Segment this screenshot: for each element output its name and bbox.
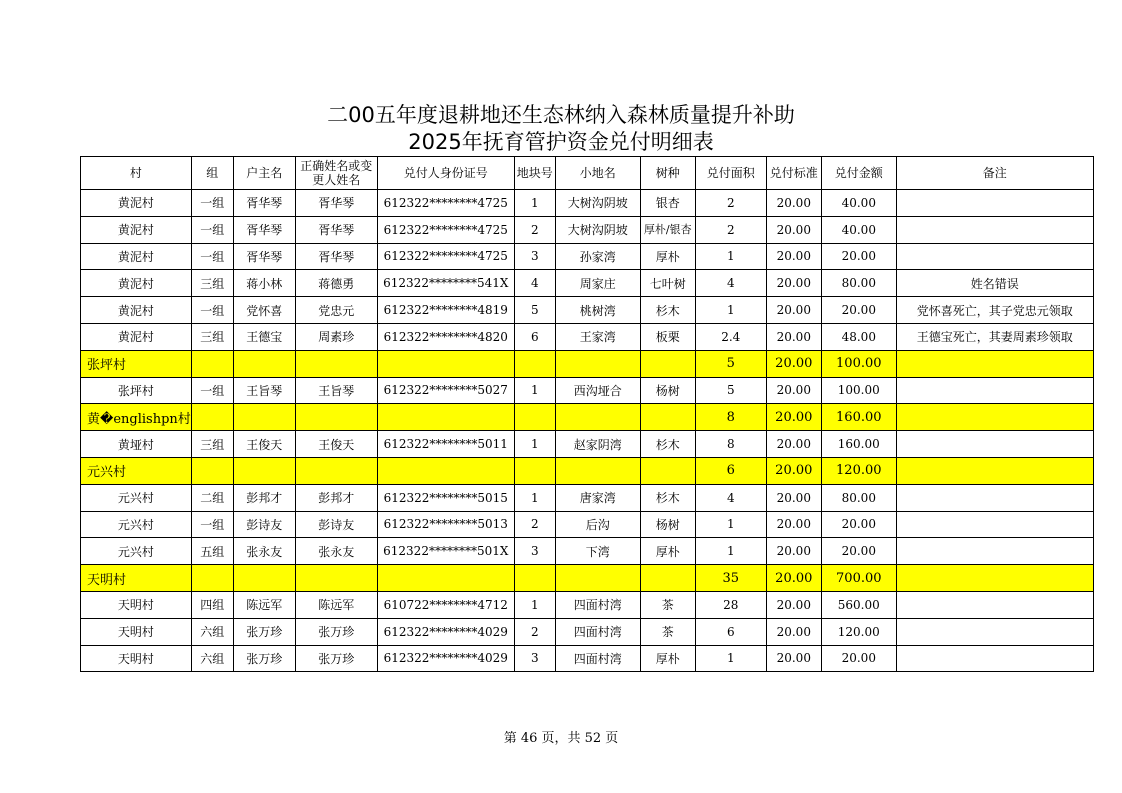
header-standard: 兑付标准 xyxy=(766,157,821,190)
cell-tree-species: 银杏 xyxy=(640,190,695,217)
cell-remark: 王德宝死亡，其妻周素珍领取 xyxy=(896,323,1093,350)
cell-householder xyxy=(233,457,295,484)
cell-id-number: 612322********4029 xyxy=(377,645,514,672)
cell-householder: 彭诗友 xyxy=(233,511,295,538)
cell-remark xyxy=(896,645,1093,672)
cell-village: 天明村 xyxy=(81,645,192,672)
cell-tree-species: 板栗 xyxy=(640,323,695,350)
cell-amount: 20.00 xyxy=(821,645,896,672)
cell-householder xyxy=(233,404,295,431)
table-row xyxy=(81,618,1094,645)
cell-area: 8 xyxy=(695,431,766,458)
header-plot-no: 地块号 xyxy=(514,157,555,190)
cell-remark xyxy=(896,618,1093,645)
cell-standard: 20.00 xyxy=(766,511,821,538)
cell-area: 28 xyxy=(695,591,766,618)
cell-tree-species xyxy=(640,565,695,592)
cell-village: 张坪村 xyxy=(81,350,192,377)
village-subtotal-row xyxy=(81,404,1094,431)
cell-group xyxy=(191,350,233,377)
cell-householder: 胥华琴 xyxy=(233,216,295,243)
cell-amount: 80.00 xyxy=(821,484,896,511)
cell-amount: 20.00 xyxy=(821,243,896,270)
cell-plot-no xyxy=(514,457,555,484)
table-row xyxy=(81,431,1094,458)
cell-amount: 20.00 xyxy=(821,297,896,324)
cell-amount: 160.00 xyxy=(821,404,896,431)
table-row xyxy=(81,484,1094,511)
cell-correct-name xyxy=(295,565,377,592)
cell-tree-species: 茶 xyxy=(640,591,695,618)
cell-correct-name: 蒋德勇 xyxy=(295,270,377,297)
cell-group: 一组 xyxy=(191,216,233,243)
payment-table xyxy=(80,156,1094,672)
cell-place-name: 四面村湾 xyxy=(555,645,640,672)
cell-tree-species: 杨树 xyxy=(640,511,695,538)
cell-area: 5 xyxy=(695,350,766,377)
cell-village: 天明村 xyxy=(81,591,192,618)
cell-tree-species: 杉木 xyxy=(640,431,695,458)
cell-correct-name: 张万珍 xyxy=(295,618,377,645)
page-title-line1: 二00五年度退耕地还生态林纳入森林质量提升补助 xyxy=(327,103,795,127)
cell-village: 黄泥村 xyxy=(81,297,192,324)
header-place-name: 小地名 xyxy=(555,157,640,190)
cell-amount: 40.00 xyxy=(821,190,896,217)
cell-standard: 20.00 xyxy=(766,618,821,645)
cell-plot-no: 1 xyxy=(514,190,555,217)
cell-id-number: 612322********4725 xyxy=(377,190,514,217)
header-id-number: 兑付人身份证号 xyxy=(377,157,514,190)
cell-tree-species: 茶 xyxy=(640,618,695,645)
cell-plot-no: 5 xyxy=(514,297,555,324)
cell-standard: 20.00 xyxy=(766,216,821,243)
cell-place-name: 赵家阴湾 xyxy=(555,431,640,458)
cell-group: 一组 xyxy=(191,511,233,538)
cell-plot-no: 1 xyxy=(514,591,555,618)
cell-remark xyxy=(896,538,1093,565)
cell-id-number: 612322********5027 xyxy=(377,377,514,404)
table-row xyxy=(81,216,1094,243)
cell-village: 黄泥村 xyxy=(81,323,192,350)
cell-standard: 20.00 xyxy=(766,591,821,618)
table-row xyxy=(81,377,1094,404)
cell-area: 1 xyxy=(695,297,766,324)
cell-amount: 20.00 xyxy=(821,538,896,565)
cell-place-name: 四面村湾 xyxy=(555,591,640,618)
cell-id-number: 612322********4820 xyxy=(377,323,514,350)
cell-plot-no: 3 xyxy=(514,645,555,672)
cell-id-number xyxy=(377,404,514,431)
cell-village: 天明村 xyxy=(81,618,192,645)
cell-standard: 20.00 xyxy=(766,377,821,404)
cell-remark xyxy=(896,565,1093,592)
cell-area: 4 xyxy=(695,270,766,297)
cell-group xyxy=(191,404,233,431)
cell-householder xyxy=(233,565,295,592)
village-subtotal-row xyxy=(81,350,1094,377)
cell-standard: 20.00 xyxy=(766,431,821,458)
cell-area: 1 xyxy=(695,243,766,270)
cell-id-number xyxy=(377,457,514,484)
cell-standard: 20.00 xyxy=(766,190,821,217)
header-area: 兑付面积 xyxy=(695,157,766,190)
cell-area: 4 xyxy=(695,484,766,511)
village-subtotal-row xyxy=(81,565,1094,592)
cell-householder: 党怀喜 xyxy=(233,297,295,324)
cell-householder xyxy=(233,350,295,377)
cell-remark xyxy=(896,591,1093,618)
cell-plot-no: 3 xyxy=(514,538,555,565)
cell-village: 元兴村 xyxy=(81,484,192,511)
cell-plot-no xyxy=(514,350,555,377)
header-amount: 兑付金额 xyxy=(821,157,896,190)
cell-correct-name xyxy=(295,457,377,484)
cell-remark xyxy=(896,216,1093,243)
cell-place-name: 桃树湾 xyxy=(555,297,640,324)
cell-area: 6 xyxy=(695,618,766,645)
cell-village: 黄泥村 xyxy=(81,243,192,270)
cell-place-name: 后沟 xyxy=(555,511,640,538)
cell-id-number: 612322********541X xyxy=(377,270,514,297)
cell-householder: 彭邦才 xyxy=(233,484,295,511)
cell-id-number: 612322********5011 xyxy=(377,431,514,458)
cell-plot-no: 1 xyxy=(514,431,555,458)
cell-place-name: 下湾 xyxy=(555,538,640,565)
cell-standard: 20.00 xyxy=(766,323,821,350)
cell-village: 元兴村 xyxy=(81,457,192,484)
cell-remark xyxy=(896,377,1093,404)
cell-tree-species: 七叶树 xyxy=(640,270,695,297)
cell-group: 六组 xyxy=(191,618,233,645)
cell-area: 5 xyxy=(695,377,766,404)
village-subtotal-row xyxy=(81,457,1094,484)
cell-area: 2.4 xyxy=(695,323,766,350)
table-row xyxy=(81,270,1094,297)
cell-householder: 王德宝 xyxy=(233,323,295,350)
cell-plot-no: 1 xyxy=(514,484,555,511)
header-householder: 户主名 xyxy=(233,157,295,190)
cell-group: 三组 xyxy=(191,323,233,350)
cell-plot-no: 2 xyxy=(514,511,555,538)
cell-remark xyxy=(896,457,1093,484)
cell-group: 一组 xyxy=(191,243,233,270)
cell-tree-species: 杨树 xyxy=(640,377,695,404)
cell-householder: 胥华琴 xyxy=(233,190,295,217)
cell-group: 三组 xyxy=(191,431,233,458)
cell-group: 二组 xyxy=(191,484,233,511)
cell-tree-species: 杉木 xyxy=(640,297,695,324)
cell-tree-species: 杉木 xyxy=(640,484,695,511)
cell-place-name xyxy=(555,565,640,592)
cell-correct-name: 周素珍 xyxy=(295,323,377,350)
cell-area: 1 xyxy=(695,645,766,672)
cell-place-name: 唐家湾 xyxy=(555,484,640,511)
cell-amount: 100.00 xyxy=(821,377,896,404)
cell-standard: 20.00 xyxy=(766,243,821,270)
cell-remark xyxy=(896,431,1093,458)
cell-correct-name: 王俊天 xyxy=(295,431,377,458)
cell-area: 1 xyxy=(695,511,766,538)
header-village: 村 xyxy=(81,157,192,190)
cell-correct-name: 党忠元 xyxy=(295,297,377,324)
cell-group xyxy=(191,457,233,484)
table-row xyxy=(81,243,1094,270)
cell-householder: 王俊天 xyxy=(233,431,295,458)
header-correct-name: 正确姓名或变更人姓名 xyxy=(295,157,377,190)
cell-householder: 王旨琴 xyxy=(233,377,295,404)
cell-village: 黄垭村 xyxy=(81,431,192,458)
cell-correct-name: 张万珍 xyxy=(295,645,377,672)
cell-id-number: 612322********4725 xyxy=(377,243,514,270)
cell-correct-name: 彭邦才 xyxy=(295,484,377,511)
cell-group: 一组 xyxy=(191,190,233,217)
cell-householder: 陈远军 xyxy=(233,591,295,618)
cell-standard: 20.00 xyxy=(766,270,821,297)
cell-area: 1 xyxy=(695,538,766,565)
cell-area: 6 xyxy=(695,457,766,484)
cell-householder: 张永友 xyxy=(233,538,295,565)
cell-correct-name: 王旨琴 xyxy=(295,377,377,404)
cell-standard: 20.00 xyxy=(766,484,821,511)
cell-correct-name: 胥华琴 xyxy=(295,243,377,270)
cell-village: 黄泥村 xyxy=(81,270,192,297)
cell-remark xyxy=(896,404,1093,431)
cell-standard: 20.00 xyxy=(766,297,821,324)
cell-area: 35 xyxy=(695,565,766,592)
cell-amount: 120.00 xyxy=(821,618,896,645)
cell-area: 2 xyxy=(695,216,766,243)
cell-place-name: 大树沟阴坡 xyxy=(555,216,640,243)
header-tree-species: 树种 xyxy=(640,157,695,190)
cell-plot-no: 3 xyxy=(514,243,555,270)
cell-standard: 20.00 xyxy=(766,404,821,431)
cell-place-name: 大树沟阴坡 xyxy=(555,190,640,217)
cell-village: 黄�englishpn村 xyxy=(81,404,192,431)
cell-plot-no xyxy=(514,565,555,592)
cell-group: 五组 xyxy=(191,538,233,565)
cell-village: 天明村 xyxy=(81,565,192,592)
cell-remark xyxy=(896,350,1093,377)
cell-village: 张坪村 xyxy=(81,377,192,404)
cell-amount: 80.00 xyxy=(821,270,896,297)
cell-tree-species xyxy=(640,457,695,484)
cell-village: 黄泥村 xyxy=(81,216,192,243)
cell-householder: 蒋小林 xyxy=(233,270,295,297)
cell-tree-species: 厚朴/银杏 xyxy=(640,216,695,243)
cell-correct-name: 胥华琴 xyxy=(295,190,377,217)
table-row xyxy=(81,297,1094,324)
cell-plot-no: 1 xyxy=(514,377,555,404)
cell-amount: 560.00 xyxy=(821,591,896,618)
table-row xyxy=(81,190,1094,217)
cell-id-number: 612322********5013 xyxy=(377,511,514,538)
cell-id-number: 612322********4819 xyxy=(377,297,514,324)
cell-group: 三组 xyxy=(191,270,233,297)
cell-amount: 48.00 xyxy=(821,323,896,350)
table-row xyxy=(81,538,1094,565)
page-title-line2: 2025年抚育管护资金兑付明细表 xyxy=(408,130,714,154)
cell-correct-name xyxy=(295,350,377,377)
cell-place-name xyxy=(555,404,640,431)
cell-place-name xyxy=(555,457,640,484)
cell-place-name: 周家庄 xyxy=(555,270,640,297)
cell-id-number: 612322********5015 xyxy=(377,484,514,511)
cell-remark xyxy=(896,484,1093,511)
cell-plot-no: 2 xyxy=(514,216,555,243)
cell-remark: 党怀喜死亡，其子党忠元领取 xyxy=(896,297,1093,324)
cell-plot-no: 4 xyxy=(514,270,555,297)
cell-village: 元兴村 xyxy=(81,511,192,538)
cell-plot-no xyxy=(514,404,555,431)
cell-correct-name xyxy=(295,404,377,431)
cell-group: 四组 xyxy=(191,591,233,618)
cell-householder: 张万珍 xyxy=(233,645,295,672)
cell-householder: 张万珍 xyxy=(233,618,295,645)
cell-correct-name: 陈远军 xyxy=(295,591,377,618)
cell-standard: 20.00 xyxy=(766,457,821,484)
cell-tree-species: 厚朴 xyxy=(640,645,695,672)
cell-remark xyxy=(896,511,1093,538)
cell-amount: 700.00 xyxy=(821,565,896,592)
table-row xyxy=(81,323,1094,350)
cell-standard: 20.00 xyxy=(766,645,821,672)
cell-village: 元兴村 xyxy=(81,538,192,565)
cell-place-name: 孙家湾 xyxy=(555,243,640,270)
cell-plot-no: 6 xyxy=(514,323,555,350)
header-group: 组 xyxy=(191,157,233,190)
cell-tree-species: 厚朴 xyxy=(640,538,695,565)
cell-place-name: 王家湾 xyxy=(555,323,640,350)
cell-area: 2 xyxy=(695,190,766,217)
cell-tree-species xyxy=(640,404,695,431)
table-row xyxy=(81,511,1094,538)
cell-amount: 40.00 xyxy=(821,216,896,243)
cell-id-number xyxy=(377,565,514,592)
cell-remark xyxy=(896,190,1093,217)
cell-remark: 姓名错误 xyxy=(896,270,1093,297)
cell-place-name: 西沟垭合 xyxy=(555,377,640,404)
cell-group: 一组 xyxy=(191,377,233,404)
cell-tree-species: 厚朴 xyxy=(640,243,695,270)
cell-area: 8 xyxy=(695,404,766,431)
cell-householder: 胥华琴 xyxy=(233,243,295,270)
cell-amount: 20.00 xyxy=(821,511,896,538)
cell-place-name: 四面村湾 xyxy=(555,618,640,645)
cell-place-name xyxy=(555,350,640,377)
cell-correct-name: 胥华琴 xyxy=(295,216,377,243)
cell-id-number: 612322********4029 xyxy=(377,618,514,645)
cell-remark xyxy=(896,243,1093,270)
cell-id-number xyxy=(377,350,514,377)
cell-id-number: 612322********4725 xyxy=(377,216,514,243)
cell-village: 黄泥村 xyxy=(81,190,192,217)
cell-standard: 20.00 xyxy=(766,350,821,377)
cell-amount: 120.00 xyxy=(821,457,896,484)
cell-plot-no: 2 xyxy=(514,618,555,645)
table-row xyxy=(81,645,1094,672)
cell-id-number: 610722********4712 xyxy=(377,591,514,618)
cell-group: 一组 xyxy=(191,297,233,324)
cell-group xyxy=(191,565,233,592)
page-number-footer: 第 46 页，共 52 页 xyxy=(503,731,619,746)
header-remark: 备注 xyxy=(896,157,1093,190)
cell-standard: 20.00 xyxy=(766,538,821,565)
cell-correct-name: 张永友 xyxy=(295,538,377,565)
cell-amount: 160.00 xyxy=(821,431,896,458)
cell-correct-name: 彭诗友 xyxy=(295,511,377,538)
cell-tree-species xyxy=(640,350,695,377)
cell-standard: 20.00 xyxy=(766,565,821,592)
cell-group: 六组 xyxy=(191,645,233,672)
table-row xyxy=(81,591,1094,618)
table-header-row xyxy=(81,157,1094,190)
cell-amount: 100.00 xyxy=(821,350,896,377)
cell-id-number: 612322********501X xyxy=(377,538,514,565)
